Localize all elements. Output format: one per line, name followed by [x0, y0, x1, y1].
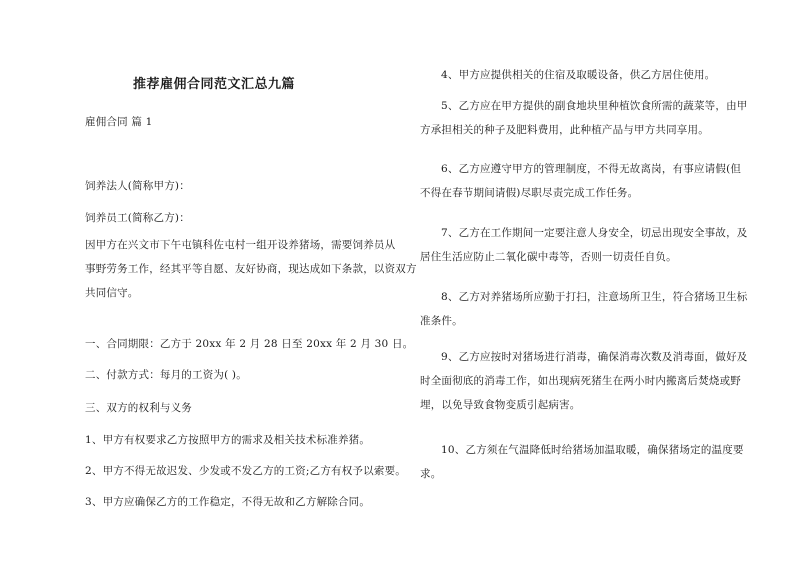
- intro-line: 共同信守。: [85, 287, 139, 299]
- list-item: 4、甲方应提供相关的住宿及取暖设备，供乙方居住使用。: [441, 69, 716, 81]
- party-b-line: 饲养员工(简称乙方)：: [85, 212, 190, 224]
- list-item: 8、乙方对养猪场所应勤于打扫，注意场所卫生，符合猪场卫生标: [441, 291, 748, 303]
- clause-payment: 二、付款方式：每月的工资为( )。: [85, 369, 247, 381]
- list-item-continued: 方承担相关的种子及肥料费用，此种植产品与甲方共同享用。: [420, 124, 709, 136]
- list-item: 5、乙方应在甲方提供的副食地块里种植饮食所需的蔬菜等，由甲: [441, 100, 748, 112]
- intro-paragraph: [85, 233, 417, 305]
- list-item-continued: 埋，以免导致食物变质引起病害。: [420, 399, 581, 411]
- list-item: 1、甲方有权要求乙方按照甲方的需求及相关技术标准养猪。: [85, 434, 371, 446]
- list-item-continued: 准条件。: [420, 315, 463, 327]
- item10-paragraph: [420, 438, 744, 486]
- item7-paragraph: [420, 221, 747, 269]
- list-item-continued: 不得在春节期间请假)尽职尽责完成工作任务。: [420, 187, 639, 199]
- list-item: 7、乙方在工作期间一定要注意人身安全，切忌出现安全事故，及: [441, 227, 748, 239]
- list-item-continued: 时全面彻底的消毒工作，如出现病死猪生在两小时内搬离后焚烧或野: [420, 375, 741, 387]
- contract-subtitle: 雇佣合同 篇 1: [85, 116, 153, 128]
- document-title: 推荐雇佣合同范文汇总九篇: [133, 77, 296, 92]
- list-item: 2、甲方不得无故迟发、少发或不发乙方的工资;乙方有权予以索要。: [85, 465, 406, 477]
- list-item: 9、乙方应按时对猪场进行消毒，确保消毒次数及消毒面，做好及: [441, 351, 748, 363]
- list-item-continued: 求。: [420, 468, 442, 480]
- list-item: 10、乙方须在气温降低时给猪场加温取暖，确保猪场定的温度要: [441, 444, 744, 456]
- item5-paragraph: [420, 94, 747, 142]
- list-item: 3、甲方应确保乙方的工作稳定，不得无故和乙方解除合同。: [85, 496, 371, 508]
- intro-line: 因甲方在兴文市下午屯镇科佐屯村一组开设养猪场，需要饲养员从: [85, 239, 396, 251]
- item8-paragraph: [420, 285, 747, 333]
- item6-paragraph: [420, 157, 741, 205]
- intro-line: 事野劳务工作，经其平等自愿、友好协商，现达成如下条款，以资双方: [85, 263, 417, 275]
- clause-rights-heading: 三、双方的权利与义务: [85, 402, 192, 414]
- party-a-line: 饲养法人(简称甲方)：: [85, 180, 190, 192]
- item9-paragraph: [420, 345, 747, 417]
- list-item: 6、乙方应遵守甲方的管理制度，不得无故离岗，有事应请假(但: [441, 163, 742, 175]
- clause-term: 一、合同期限：乙方于 20xx 年 2 月 28 日至 20xx 年 2 月 30 日。: [85, 338, 414, 350]
- list-item-continued: 居住生活应防止二氧化碳中毒等，否则一切责任自负。: [420, 251, 677, 263]
